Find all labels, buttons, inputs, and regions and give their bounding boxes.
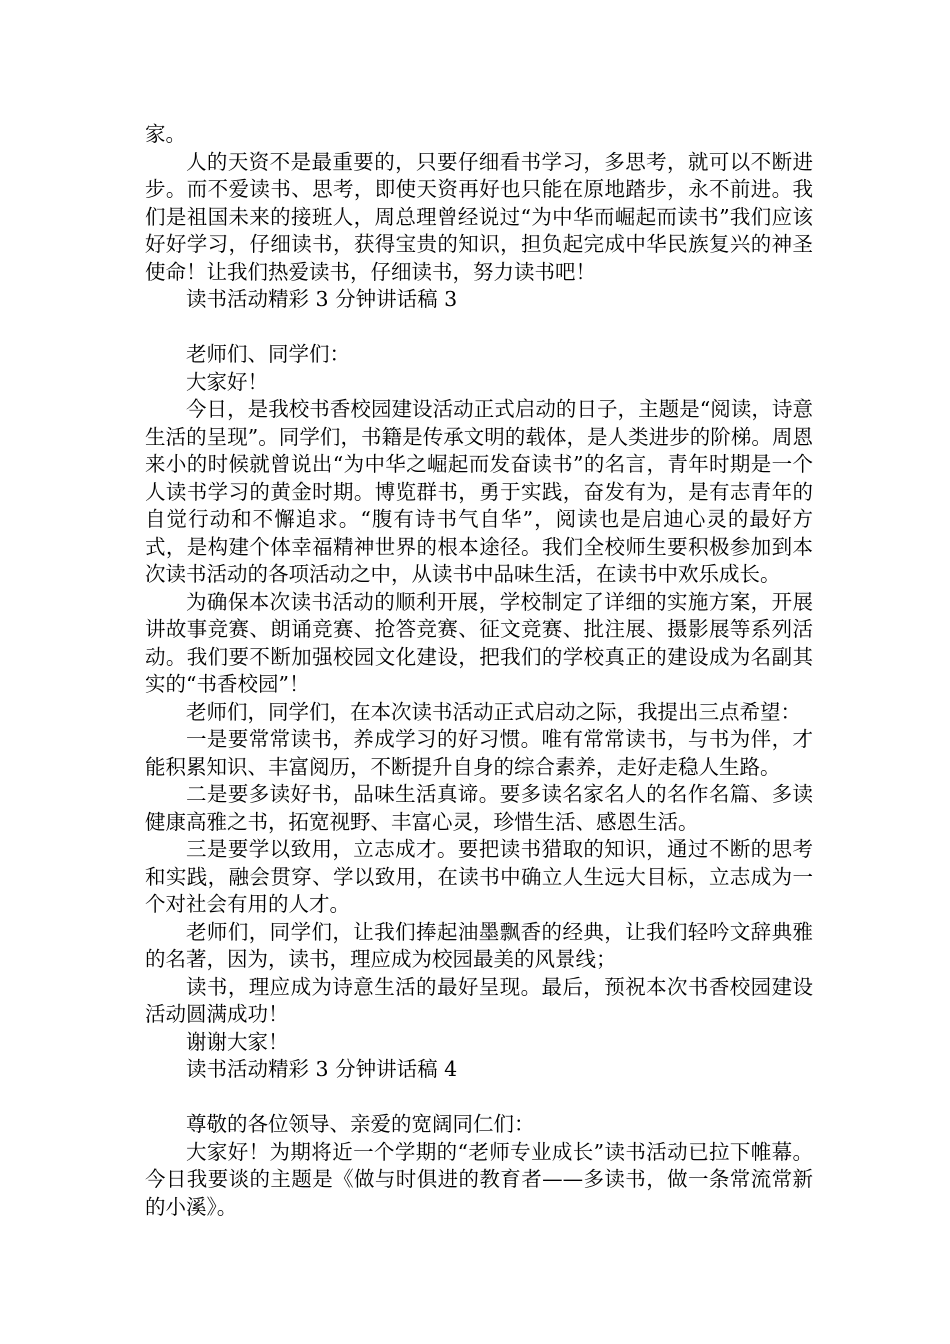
salutation: 老师们、同学们： xyxy=(186,342,350,366)
paragraph: 老师们，同学们，让我们捧起油墨飘香的经典，让我们轻吟文辞典雅的名著，因为，读书，理应成为校园最美的风景线； xyxy=(145,919,813,971)
paragraph-continuation: 家。 xyxy=(145,122,186,146)
paragraph: 三是要学以致用，立志成才。要把读书猎取的知识，通过不断的思考和实践，融会贯穿、学以致用，在读书中确立人生远大目标，立志成为一个对社会有用的人才。 xyxy=(145,837,813,916)
paragraph: 为确保本次读书活动的顺利开展，学校制定了详细的实施方案，开展讲故事竞赛、朗诵竞赛、抢答竞赛、征文竞赛、批注展、摄影展等系列活动。我们要不断加强校园文化建设，把我们的学校真正的建设成为名副其实的“书香校园”！ xyxy=(145,589,813,696)
paragraph: 读书，理应成为诗意生活的最好呈现。最后，预祝本次书香校园建设活动圆满成功！ xyxy=(145,974,813,1026)
paragraph: 一是要常常读书，养成学习的好习惯。唯有常常读书，与书为伴，才能积累知识、丰富阅历，不断提升自身的综合素养，走好走稳人生路。 xyxy=(145,727,813,779)
paragraph: 老师们，同学们，在本次读书活动正式启动之际，我提出三点希望： xyxy=(186,699,801,724)
paragraph: 大家好！为期将近一个学期的“老师专业成长”读书活动已拉下帷幕。今日我要谈的主题是《做与时俱进的教育者——多读书，做一条常流常新的小溪》。 xyxy=(145,1139,813,1219)
greeting: 大家好！ xyxy=(186,369,268,394)
blank-line xyxy=(145,314,813,342)
paragraph: 人的天资不是最重要的，只要仔细看书学习，多思考，就可以不断进步。而不爱读书、思考，即使天资再好也只能在原地踏步，永不前进。我们是祖国未来的接班人，周总理曾经说过“为中华而崛起而读书”我们应该好好学习，仔细读书，获得宝贵的知识，担负起完成中华民族复兴的神圣使命！让我们热爱读书，仔细读书，努力读书吧！ xyxy=(145,149,813,284)
paragraph: 今日，是我校书香校园建设活动正式启动的日子，主题是“阅读，诗意生活的呈现”。同学们，书籍是传承文明的载体，是人类进步的阶梯。周恩来小的时候就曾说出“为中华之崛起而发奋读书”的名言，青年时期是一个人读书学习的黄金时期。博览群书，勇于实践，奋发有为，是有志青年的自觉行动和不懈追求。“腹有诗书气自华”，阅读也是启迪心灵的最好方式，是构建个体幸福精神世界的根本途径。我们全校师生要积极参加到本次读书活动的各项活动之中，从读书中品味生活，在读书中欢乐成长。 xyxy=(145,397,813,586)
paragraph: 二是要多读好书，品味生活真谛。要多读名家名人的名作名篇、多读健康高雅之书，拓宽视野、丰富心灵，珍惜生活、感恩生活。 xyxy=(145,782,813,834)
closing: 谢谢大家！ xyxy=(186,1029,289,1054)
section-heading: 读书活动精彩 3 分钟讲话稿 3 xyxy=(186,287,458,311)
blank-line xyxy=(145,1084,813,1112)
salutation: 尊敬的各位领导、亲爱的宽阔同仁们： xyxy=(186,1112,535,1136)
section-heading: 读书活动精彩 3 分钟讲话稿 4 xyxy=(186,1057,458,1081)
document-body xyxy=(145,121,813,1221)
